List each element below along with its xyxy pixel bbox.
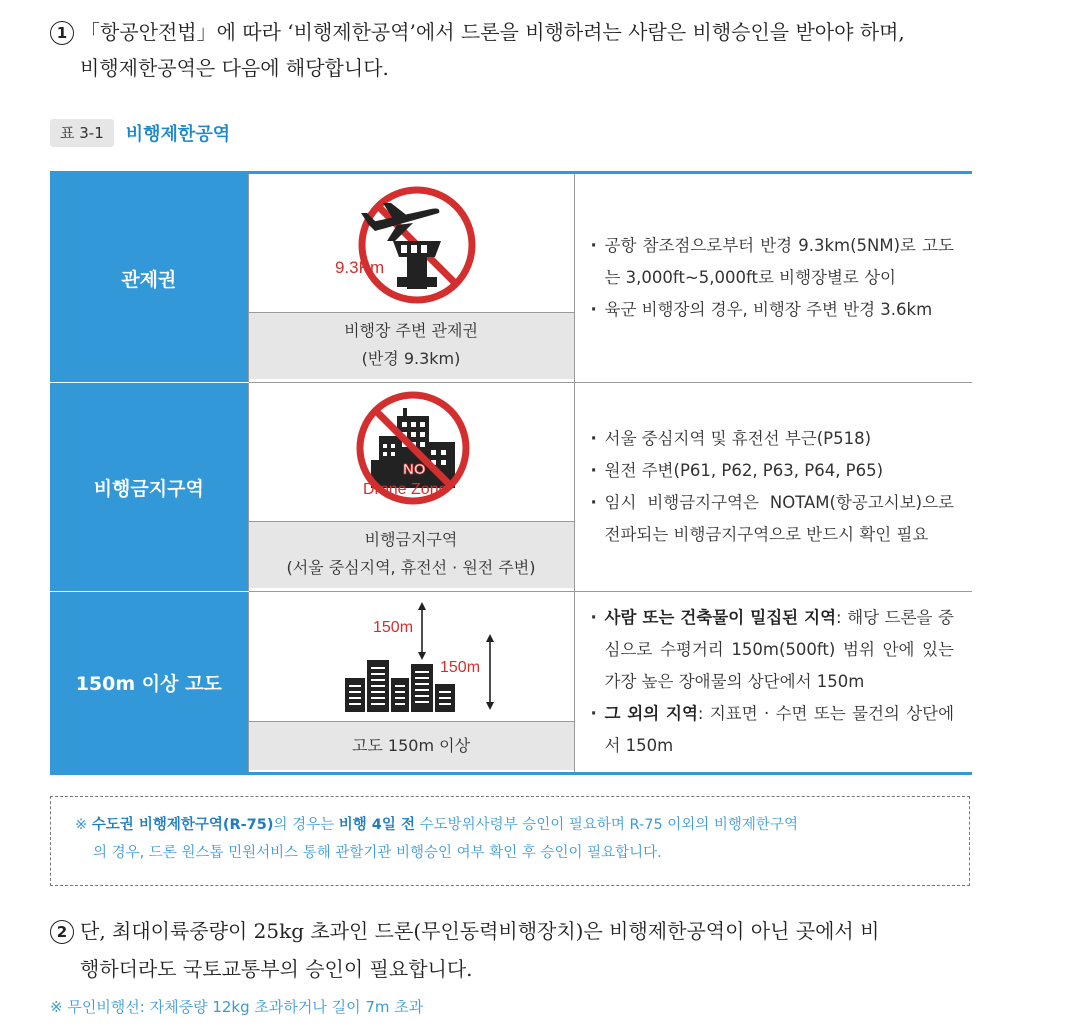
radius-label: 9.3Km (335, 257, 385, 277)
bold-term: 사람 또는 건축물이 밀집된 지역 (604, 608, 837, 627)
list-item: · 육군 비행장의 경우, 비행장 주변 반경 3.6km (591, 294, 955, 326)
image-caption (249, 721, 574, 770)
image-caption (249, 312, 574, 379)
table-row (50, 592, 972, 774)
bullet-text: : 해당 드론을 중심으로 수평거리 150m(500ft) 범위 안에 있는 가장 높은 장애물의 상단에서 150m (604, 608, 954, 691)
second-line-1: 단, 최대이륙중량이 25kg 초과인 드론(무인동력비행장치)은 비행제한공역이 아닌 곳에서 비 (80, 919, 880, 943)
no-label: NO (403, 460, 426, 478)
no-drone-zone-image (249, 386, 574, 521)
note-text-2: 수도방위사령부 승인이 필요하며 R-75 이외의 비행제한구역 (414, 817, 798, 833)
intro-paragraph (50, 14, 980, 86)
restricted-airspace-table (50, 171, 972, 775)
caption-line-2: (서울 중심지역, 휴전선 · 원전 주변) (286, 558, 536, 577)
second-paragraph (50, 912, 980, 988)
second-line-2: 행하더라도 국토교통부의 승인이 필요합니다. (80, 957, 473, 981)
circled-number-2: 2 (50, 920, 74, 944)
note-box (50, 796, 970, 886)
note-bold-1: 수도권 비행제한구역(R-75) (91, 817, 274, 833)
bold-term: 그 외의 지역 (604, 704, 698, 723)
list-item: · 임시 비행금지구역은 NOTAM(항공고시보)으로 전파되는 비행금지구역으로 반드시 확인 필요 (591, 487, 955, 551)
note-mark: ※ (75, 817, 88, 833)
bullet-text: : 지표면 · 수면 또는 물건의 상단에서 150m (604, 704, 955, 755)
list-item: · 원전 주변(P61, P62, P63, P64, P65) (591, 455, 955, 487)
list-item (591, 602, 955, 698)
row-header: 비행금지구역 (50, 383, 248, 592)
table-row (50, 383, 972, 592)
caption-line-1: 비행금지구역 (364, 530, 458, 549)
table-number: 표 3-1 (50, 119, 114, 147)
intro-line-1: 「항공안전법」에 따라 ‘비행제한공역’에서 드론을 비행하려는 사람은 비행승인을 받아야 하며, (80, 20, 905, 44)
note-bold-2: 비행 4일 전 (338, 817, 415, 833)
control-tower-icon (301, 181, 521, 309)
table-caption (50, 118, 230, 148)
intro-line-2: 비행제한공역은 다음에 해당합니다. (80, 56, 389, 80)
description-cell (574, 383, 972, 592)
list-item: · 서울 중심지역 및 휴전선 부근(P518) (591, 423, 955, 455)
description-cell (574, 592, 972, 774)
image-cell (248, 383, 574, 592)
list-item (591, 698, 955, 762)
note-text-1: 의 경우는 (273, 817, 339, 833)
caption-line-1: 고도 150m 이상 (351, 736, 471, 755)
image-cell (248, 592, 574, 774)
image-cell (248, 173, 574, 383)
altitude-label-top: 150m (373, 618, 414, 636)
drone-zone-label: Drone Zone (363, 480, 448, 498)
image-caption (249, 521, 574, 588)
note-line-2: 의 경우, 드론 원스톱 민원서비스 통해 관할기관 비행승인 여부 확인 후 승인이 필요합니다. (93, 845, 662, 861)
caption-line-1: 비행장 주변 관제권 (344, 321, 478, 340)
row-header: 150m 이상 고도 (50, 592, 248, 774)
list-item: · 공항 참조점으로부터 반경 9.3km(5NM)로 고도는 3,000ft~5,000ft로 비행장별로 상이 (591, 230, 955, 294)
altitude-image (249, 594, 574, 721)
table-title: 비행제한공역 (125, 124, 231, 145)
table-row (50, 173, 972, 383)
circled-number-1: 1 (50, 21, 74, 45)
row-header: 관제권 (50, 173, 248, 383)
footnote: ※ 무인비행선: 자체중량 12kg 초과하거나 길이 7m 초과 (50, 998, 424, 1016)
control-zone-image (249, 177, 574, 312)
description-cell (574, 173, 972, 383)
caption-line-2: (반경 9.3km) (361, 349, 461, 368)
altitude-label-side: 150m (440, 658, 481, 676)
buildings-altitude-icon (301, 598, 521, 718)
no-drone-zone-icon (301, 390, 521, 518)
